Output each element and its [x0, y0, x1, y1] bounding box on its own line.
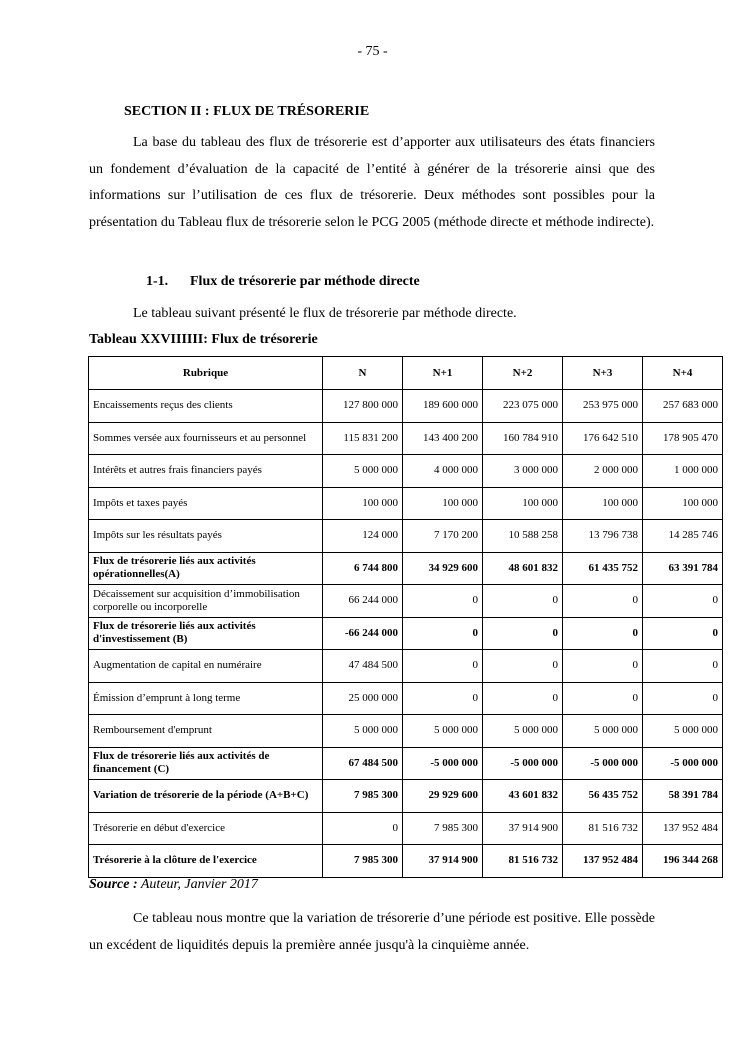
column-header: N+4	[643, 357, 723, 390]
row-label: Encaissements reçus des clients	[89, 390, 323, 423]
column-header: Rubrique	[89, 357, 323, 390]
table-row	[89, 780, 723, 813]
row-value: 137 952 484	[563, 845, 643, 878]
row-value: 43 601 832	[483, 780, 563, 813]
row-value: 189 600 000	[403, 390, 483, 423]
row-value: 5 000 000	[643, 715, 723, 748]
lead-sentence: Le tableau suivant présenté le flux de trésorerie par méthode directe.	[133, 306, 517, 321]
row-value: 5 000 000	[483, 715, 563, 748]
column-header: N+1	[403, 357, 483, 390]
row-label: Remboursement d'emprunt	[89, 715, 323, 748]
row-value: 160 784 910	[483, 422, 563, 455]
row-value: 143 400 200	[403, 422, 483, 455]
table-row	[89, 455, 723, 488]
row-value: 25 000 000	[323, 682, 403, 715]
cash-flow-table	[88, 356, 723, 878]
row-value: 7 170 200	[403, 520, 483, 553]
row-value: 37 914 900	[483, 812, 563, 845]
row-value: -5 000 000	[563, 747, 643, 780]
row-value: 0	[483, 650, 563, 683]
row-value: 81 516 732	[483, 845, 563, 878]
row-value: 100 000	[403, 487, 483, 520]
table-row	[89, 617, 723, 650]
row-value: 5 000 000	[323, 715, 403, 748]
subsection-title: Flux de trésorerie par méthode directe	[190, 274, 420, 289]
row-value: 0	[483, 617, 563, 650]
table-header-row	[89, 357, 723, 390]
row-value: 7 985 300	[323, 845, 403, 878]
row-label: Intérêts et autres frais financiers payés	[89, 455, 323, 488]
row-value: 1 000 000	[643, 455, 723, 488]
row-value: 61 435 752	[563, 552, 643, 585]
row-value: 29 929 600	[403, 780, 483, 813]
source-text: Auteur, Janvier 2017	[137, 877, 258, 892]
row-value: 5 000 000	[323, 455, 403, 488]
row-label: Impôts et taxes payés	[89, 487, 323, 520]
row-value: 0	[643, 682, 723, 715]
row-value: 0	[403, 585, 483, 618]
table-row	[89, 552, 723, 585]
subsection-number: 1-1.	[146, 274, 169, 289]
row-value: 5 000 000	[563, 715, 643, 748]
row-label: Sommes versée aux fournisseurs et au personnel	[89, 422, 323, 455]
intro-paragraph	[89, 130, 655, 236]
table-row	[89, 715, 723, 748]
table-row	[89, 585, 723, 618]
row-value: 0	[643, 617, 723, 650]
row-label: Variation de trésorerie de la période (A+B+C)	[89, 780, 323, 813]
row-value: -5 000 000	[483, 747, 563, 780]
row-value: 0	[563, 682, 643, 715]
row-value: -5 000 000	[403, 747, 483, 780]
row-value: 56 435 752	[563, 780, 643, 813]
row-value: 14 285 746	[643, 520, 723, 553]
section-title: SECTION II : FLUX DE TRÉSORERIE	[124, 104, 370, 119]
row-value: 0	[483, 682, 563, 715]
row-value: -5 000 000	[643, 747, 723, 780]
row-value: 66 244 000	[323, 585, 403, 618]
table-row	[89, 422, 723, 455]
row-value: 0	[563, 650, 643, 683]
row-value: 0	[403, 650, 483, 683]
row-value: 6 744 800	[323, 552, 403, 585]
row-value: 100 000	[643, 487, 723, 520]
row-value: 178 905 470	[643, 422, 723, 455]
subsection-heading	[146, 274, 420, 290]
row-value: 137 952 484	[643, 812, 723, 845]
row-label: Trésorerie à la clôture de l'exercice	[89, 845, 323, 878]
row-value: 48 601 832	[483, 552, 563, 585]
row-value: 47 484 500	[323, 650, 403, 683]
table-row	[89, 487, 723, 520]
row-value: 5 000 000	[403, 715, 483, 748]
table-row	[89, 390, 723, 423]
row-value: 13 796 738	[563, 520, 643, 553]
row-value: 0	[643, 585, 723, 618]
row-value: 124 000	[323, 520, 403, 553]
table-caption: Tableau XXVIIIIII: Flux de trésorerie	[89, 332, 318, 347]
row-label: Trésorerie en début d'exercice	[89, 812, 323, 845]
row-value: 257 683 000	[643, 390, 723, 423]
row-value: 2 000 000	[563, 455, 643, 488]
row-value: 7 985 300	[323, 780, 403, 813]
row-value: 4 000 000	[403, 455, 483, 488]
column-header: N+2	[483, 357, 563, 390]
table-row	[89, 812, 723, 845]
intro-paragraph-text: La base du tableau des flux de trésorerie est d’apporter aux utilisateurs des états financiers un fondement d’évaluation de la capacité de l’entité à générer de la trésorerie ainsi que des informations sur l’utilisation de ces flux de trésorerie. Deux méthodes sont possibles pour la présentation du Tableau flux de trésorerie selon le PCG 2005 (méthode directe et méthode indirecte).	[89, 135, 655, 230]
conclusion-paragraph-text: Ce tableau nous montre que la variation de trésorerie d’une période est positive. Elle possède un excédent de liquidités depuis la première année jusqu'à la cinquième année.	[89, 911, 655, 953]
row-value: 127 800 000	[323, 390, 403, 423]
row-value: 100 000	[483, 487, 563, 520]
row-value: 34 929 600	[403, 552, 483, 585]
row-value: 0	[403, 682, 483, 715]
row-value: 176 642 510	[563, 422, 643, 455]
table-row	[89, 520, 723, 553]
row-label: Augmentation de capital en numéraire	[89, 650, 323, 683]
table-row	[89, 747, 723, 780]
table-row	[89, 650, 723, 683]
row-value: 0	[403, 617, 483, 650]
row-value: -66 244 000	[323, 617, 403, 650]
row-value: 100 000	[323, 487, 403, 520]
table-row	[89, 682, 723, 715]
row-value: 223 075 000	[483, 390, 563, 423]
row-value: 81 516 732	[563, 812, 643, 845]
column-header: N+3	[563, 357, 643, 390]
row-value: 0	[563, 617, 643, 650]
source-note	[89, 877, 258, 893]
row-label: Flux de trésorerie liés aux activités opérationnelles(A)	[89, 552, 323, 585]
conclusion-paragraph	[89, 906, 655, 959]
row-value: 67 484 500	[323, 747, 403, 780]
row-value: 58 391 784	[643, 780, 723, 813]
row-value: 0	[643, 650, 723, 683]
row-value: 196 344 268	[643, 845, 723, 878]
source-label: Source :	[89, 877, 138, 892]
page-number: - 75 -	[357, 44, 388, 59]
row-label: Décaissement sur acquisition d’immobilisation corporelle ou incorporelle	[89, 585, 323, 618]
row-value: 37 914 900	[403, 845, 483, 878]
table-row	[89, 845, 723, 878]
row-label: Émission d’emprunt à long terme	[89, 682, 323, 715]
row-value: 100 000	[563, 487, 643, 520]
row-value: 7 985 300	[403, 812, 483, 845]
row-value: 10 588 258	[483, 520, 563, 553]
row-value: 0	[483, 585, 563, 618]
row-value: 115 831 200	[323, 422, 403, 455]
row-value: 63 391 784	[643, 552, 723, 585]
row-label: Flux de trésorerie liés aux activités de financement (C)	[89, 747, 323, 780]
row-value: 0	[323, 812, 403, 845]
row-value: 3 000 000	[483, 455, 563, 488]
row-label: Flux de trésorerie liés aux activités d'investissement (B)	[89, 617, 323, 650]
row-label: Impôts sur les résultats payés	[89, 520, 323, 553]
row-value: 0	[563, 585, 643, 618]
row-value: 253 975 000	[563, 390, 643, 423]
column-header: N	[323, 357, 403, 390]
